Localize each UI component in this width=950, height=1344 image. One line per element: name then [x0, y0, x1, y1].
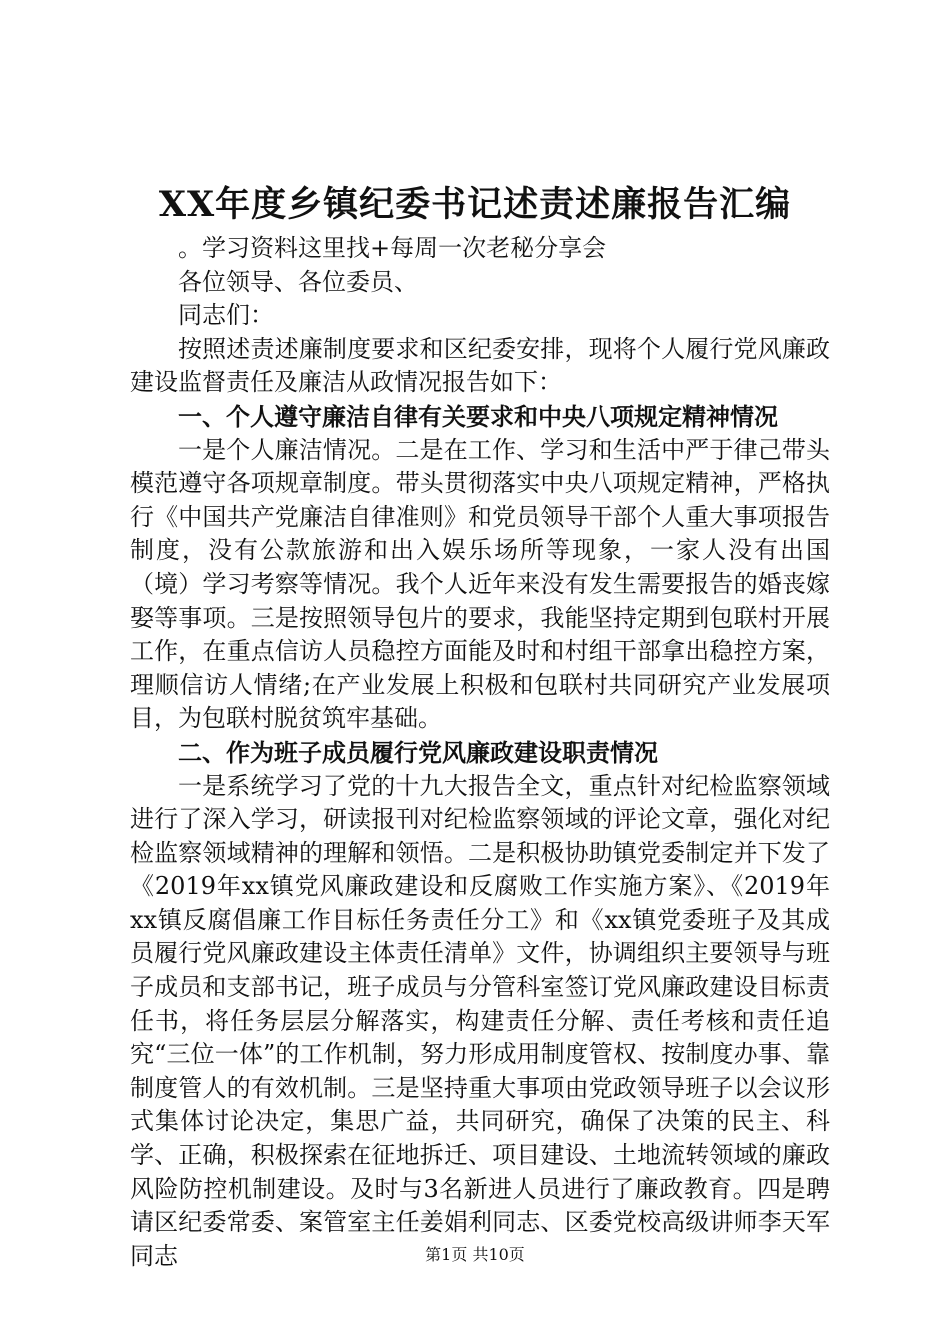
source-note: 。学习资料这里找+每周一次老秘分享会 — [178, 234, 607, 262]
page-footer: 第1页 共10页 — [425, 1245, 525, 1264]
salutation-comrades: 同志们： — [178, 301, 274, 330]
salutation-leaders: 各位领导、各位委员、 — [178, 267, 418, 296]
intro-paragraph: 按照述责述廉制度要求和区纪委安排，现将个人履行党风廉政建设监督责任及廉洁从政情况报告如下： — [130, 334, 830, 397]
section-1-paragraph: 一是个人廉洁情况。二是在工作、学习和生活中严于律己带头模范遵守各项规章制度。带头贯彻落实中央八项规定精神，严格执行《中国共产党廉洁自律准则》和党员领导干部个人重大事项报告制度，没有公款旅游和出入娱乐场所等现象，一家人没有出国（境）学习考察等情况。我个人近年来没有发生需要报告的婚丧嫁娶等事项。三是按照领导包片的要求，我能坚持定期到包联村开展工作，在重点信访人员稳控方面能及时和村组干部拿出稳控方案，理顺信访人情绪;在产业发展上积极和包联村共同研究产业发展项目，为包联村脱贫筑牢基础。 — [130, 435, 830, 733]
document-title: XX年度乡镇纪委书记述责述廉报告汇编 — [158, 184, 792, 225]
section-2-paragraph: 一是系统学习了党的十九大报告全文，重点针对纪检监察领域进行了深入学习，研读报刊对纪检监察领域的评论文章，强化对纪检监察领域精神的理解和领悟。二是积极协助镇党委制定并下发了《2019年xx镇党风廉政建设和反腐败工作实施方案》、《2019年xx镇反腐倡廉工作目标任务责任分工》和《xx镇党委班子及其成员履行党风廉政建设主体责任清单》文件，协调组织主要领导与班子成员和支部书记，班子成员与分管科室签订党风廉政建设目标责任书，将任务层层分解落实，构建责任分解、责任考核和责任追究“三位一体”的工作机制，努力形成用制度管权、按制度办事、靠制度管人的有效机制。三是坚持重大事项由党政领导班子以会议形式集体讨论决定，集思广益，共同研究，确保了决策的民主、科学、正确，积极探索在征地拆迁、项目建设、土地流转领域的廉政风险防控机制建设。及时与3名新进人员进行了廉政教育。四是聘请区纪委常委、案管室主任姜娟利同志、区委党校高级讲师李天军同志 — [130, 771, 830, 1270]
section-heading-2: 二、作为班子成员履行党风廉政建设职责情况 — [178, 737, 658, 767]
document-body — [130, 232, 830, 1273]
section-heading-1: 一、个人遵守廉洁自律有关要求和中央八项规定精神情况 — [178, 401, 778, 431]
